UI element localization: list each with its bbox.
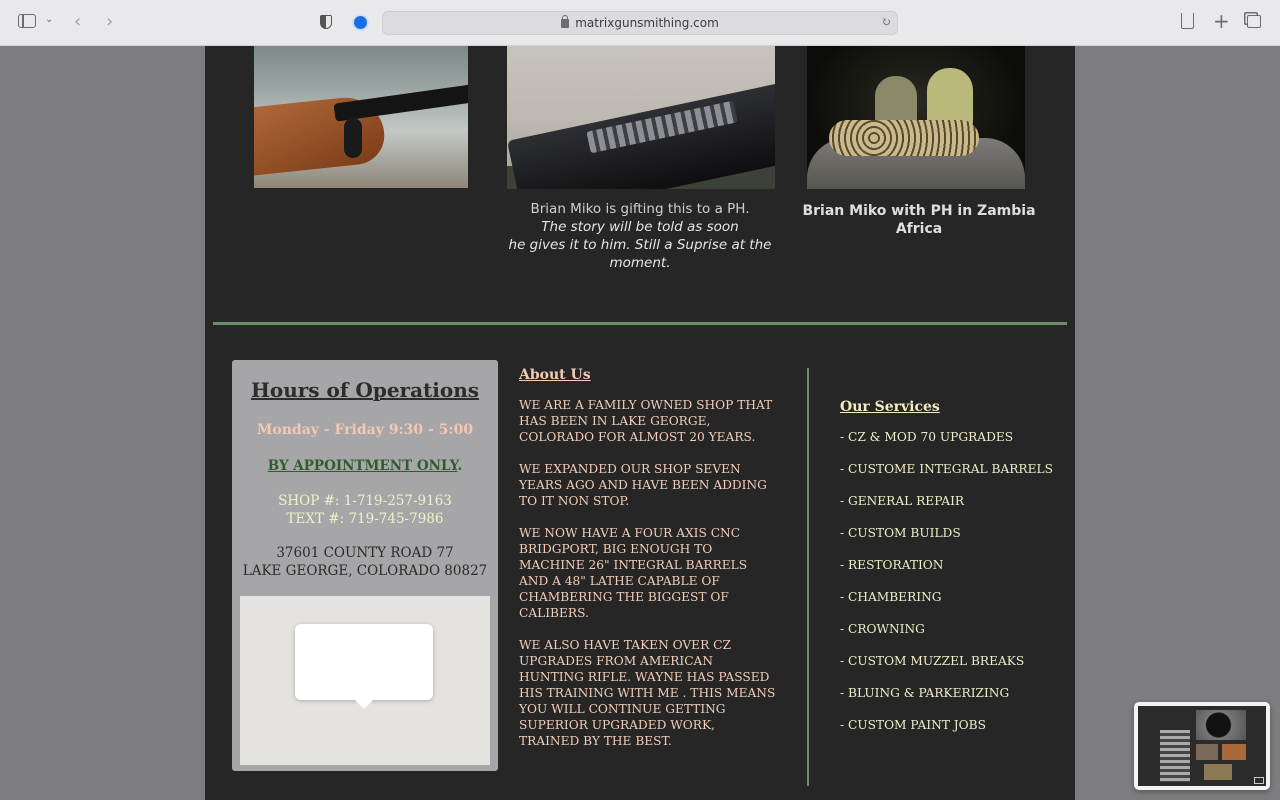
share-icon[interactable] xyxy=(1181,13,1194,29)
service-item: - CUSTOM PAINT JOBS xyxy=(840,718,986,732)
service-item: - CZ & MOD 70 UPGRADES xyxy=(840,430,1014,444)
password-manager-icon[interactable] xyxy=(352,14,369,31)
shop-phone[interactable]: SHOP #: 1-719-257-9163 xyxy=(278,493,452,509)
hours-days: Monday - Friday 9:30 - 5:00 xyxy=(256,422,474,438)
rifle-action-photo[interactable] xyxy=(254,46,468,188)
service-item: - GENERAL REPAIR xyxy=(840,494,965,508)
reload-icon[interactable]: ↻ xyxy=(880,15,891,29)
hours-panel xyxy=(232,360,498,771)
section-divider xyxy=(213,322,1067,325)
service-item: - CHAMBERING xyxy=(840,590,942,604)
service-item: - BLUING & PARKERIZING xyxy=(840,686,1010,700)
sidebar-icon[interactable] xyxy=(18,14,36,28)
tabs-overview-icon[interactable] xyxy=(1247,15,1261,28)
service-item: - CUSTOM BUILDS xyxy=(840,526,961,540)
new-tab-icon[interactable]: + xyxy=(1213,9,1230,33)
address-bar[interactable] xyxy=(382,11,898,35)
location-map[interactable] xyxy=(240,596,490,765)
shield-icon[interactable] xyxy=(320,15,332,29)
chevron-down-icon[interactable]: ⌄ xyxy=(45,14,54,25)
forward-icon[interactable]: › xyxy=(106,11,114,32)
services-title[interactable]: Our Services xyxy=(840,399,940,415)
about-paragraph: WE ALSO HAVE TAKEN OVER CZ UPGRADES FROM AMERICAN HUNTING RIFLE. WAYNE HAS PASSED HIS TRAINING WITH ME . THIS MEANS YOU WILL CONTINUE GETTING SUPERIOR UPGRADED WORK, TRAINED BY THE BEST. xyxy=(519,638,776,748)
service-item: - CUSTOME INTEGRAL BARRELS xyxy=(840,462,1053,476)
about-paragraph: WE ARE A FAMILY OWNED SHOP THAT HAS BEEN IN LAKE GEORGE, COLORADO FOR ALMOST 20 YEARS. xyxy=(519,398,773,444)
about-paragraph: WE EXPANDED OUR SHOP SEVEN YEARS AGO AND HAVE BEEN ADDING TO IT NON STOP. xyxy=(519,462,767,508)
barrel-photo-caption: Brian Miko is gifting this to a PH. The story will be told as soon he gives it to him. Still a Suprise at the moment. xyxy=(508,201,772,271)
text-phone[interactable]: TEXT #: 719-745-7986 xyxy=(286,511,444,527)
url-text: matrixgunsmithing.com xyxy=(575,16,719,30)
browser-toolbar xyxy=(0,0,1280,46)
about-paragraph: WE NOW HAVE A FOUR AXIS CNC BRIDGPORT, BIG ENOUGH TO MACHINE 26" INTEGRAL BARRELS AND A 48" LATHE CAPABLE OF CHAMBERING THE BIGGEST OF CALIBERS. xyxy=(519,526,748,620)
hunt-photo-caption: Brian Miko with PH in Zambia Africa xyxy=(802,203,1036,237)
page-thumbnail-preview[interactable] xyxy=(1134,702,1270,790)
appointment-note: BY APPOINTMENT ONLY. xyxy=(267,458,463,474)
back-icon[interactable]: ‹ xyxy=(74,11,82,32)
hours-title: Hours of Operations xyxy=(250,378,480,402)
about-title[interactable]: About Us xyxy=(519,367,591,383)
shop-address: 37601 COUNTY ROAD 77 LAKE GEORGE, COLORADO 80827 xyxy=(242,545,488,579)
about-section xyxy=(519,367,779,765)
appointment-link[interactable]: BY APPOINTMENT ONLY xyxy=(267,458,458,474)
lock-icon xyxy=(561,19,569,28)
service-item: - RESTORATION xyxy=(840,558,944,572)
page-content xyxy=(205,46,1075,800)
column-divider xyxy=(807,368,809,786)
services-section xyxy=(840,399,1070,749)
integral-barrel-photo[interactable] xyxy=(507,46,775,189)
map-info-bubble xyxy=(295,624,433,700)
zambia-hunt-photo[interactable] xyxy=(807,46,1025,189)
expand-icon[interactable] xyxy=(1254,777,1264,784)
phone-numbers xyxy=(232,492,498,528)
service-item: - CROWNING xyxy=(840,622,925,636)
service-item: - CUSTOM MUZZEL BREAKS xyxy=(840,654,1025,668)
